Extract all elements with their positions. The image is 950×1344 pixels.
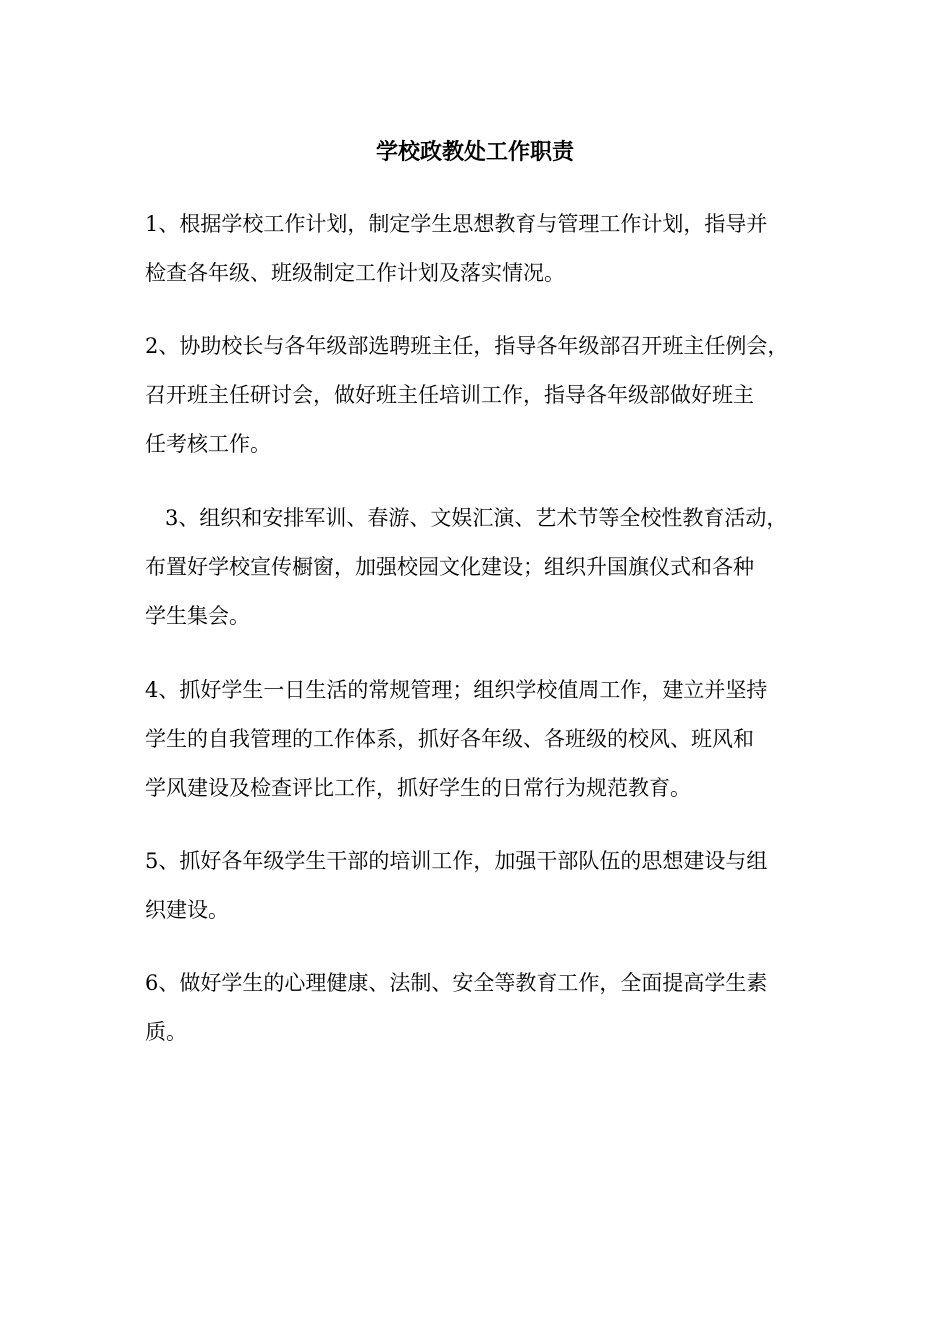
duty-paragraph-2 [145,322,815,469]
paragraph-line: 检查各年级、班级制定工作计划及落实情况。 [145,261,565,285]
duty-paragraph-5 [145,837,815,935]
paragraph-line: 1、根据学校工作计划，制定学生思想教育与管理工作计划，指导并 [145,212,768,236]
paragraph-line: 质。 [145,1020,187,1044]
paragraph-line: 召开班主任研讨会，做好班主任培训工作，指导各年级部做好班主 [145,383,754,407]
paragraph-line: 6、做好学生的心理健康、法制、安全等教育工作，全面提高学生素 [145,971,768,995]
paragraph-line: 布置好学校宣传橱窗，加强校园文化建设；组织升国旗仪式和各种 [145,555,754,579]
duty-paragraph-1 [145,200,815,298]
paragraph-line: 2、协助校长与各年级部选聘班主任，指导各年级部召开班主任例会， [145,334,789,358]
paragraph-line: 任考核工作。 [145,432,271,456]
paragraph-line: 织建设。 [145,898,229,922]
paragraph-line: 学生集会。 [145,604,250,628]
paragraph-line: 5、抓好各年级学生干部的培训工作，加强干部队伍的思想建设与组 [145,849,768,873]
duty-paragraph-6 [145,959,815,1057]
paragraph-line: 学生的自我管理的工作体系，抓好各年级、各班级的校风、班风和 [145,727,754,751]
document-title: 学校政教处工作职责 [375,139,574,165]
paragraph-line: 学风建设及检查评比工作，抓好学生的日常行为规范教育。 [145,776,691,800]
duty-paragraph-3 [145,494,815,641]
paragraph-line: 3、组织和安排军训、春游、文娱汇演、艺术节等全校性教育活动， [165,506,788,530]
paragraph-line: 4、抓好学生一日生活的常规管理；组织学校值周工作，建立并坚持 [145,678,768,702]
duty-paragraph-4 [145,666,815,813]
